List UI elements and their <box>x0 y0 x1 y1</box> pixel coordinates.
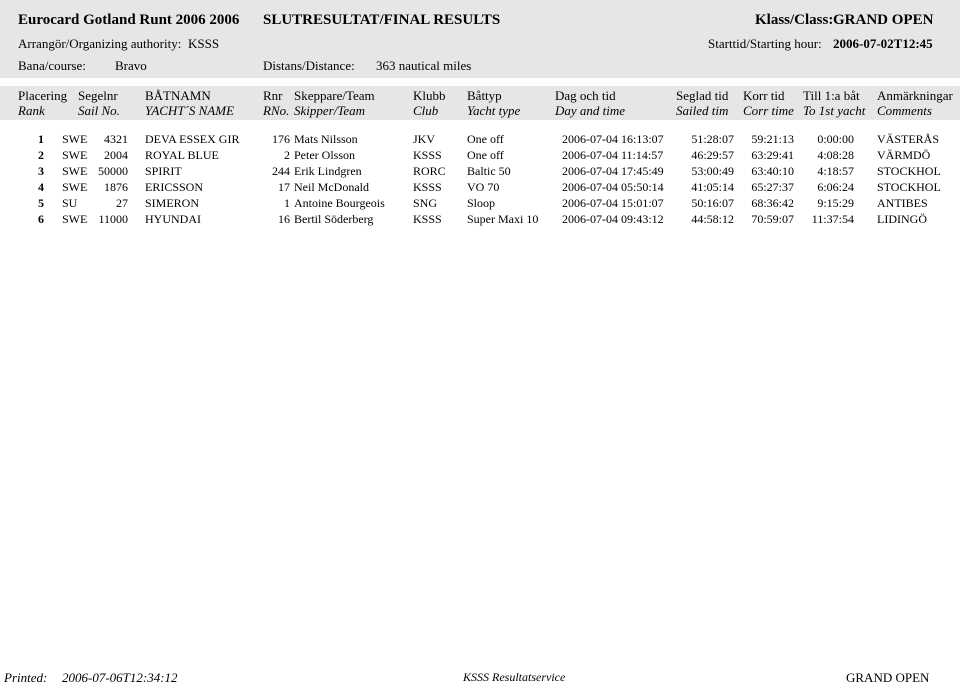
cell-sailno: 11000 <box>98 212 128 226</box>
cell-yacht: ROYAL BLUE <box>145 148 219 162</box>
cell-rno: 176 <box>272 132 290 146</box>
cell-rank: 2 <box>38 148 44 162</box>
col-rno-en: RNo. <box>263 103 290 118</box>
cell-club: KSSS <box>413 148 442 162</box>
cell-rank: 4 <box>38 180 44 194</box>
cell-comments: STOCKHOL <box>877 164 941 178</box>
cell-type: Super Maxi 10 <box>467 212 539 226</box>
cell-rno: 244 <box>272 164 290 178</box>
cell-skipper: Mats Nilsson <box>294 132 358 146</box>
cell-sailno: 1876 <box>104 180 128 194</box>
col-club-en: Club <box>413 103 439 118</box>
cell-sailed: 53:00:49 <box>691 164 734 178</box>
cell-tofirst: 4:08:28 <box>817 148 854 162</box>
col-comments-sv: Anmärkningar <box>877 88 953 103</box>
printed-label: Printed: <box>4 670 48 685</box>
cell-sailed: 41:05:14 <box>691 180 734 194</box>
cell-yacht: DEVA ESSEX GIR <box>145 132 240 146</box>
cell-nation: SWE <box>62 132 88 146</box>
cell-comments: STOCKHOL <box>877 180 941 194</box>
cell-corr: 68:36:42 <box>751 196 794 210</box>
cell-rank: 6 <box>38 212 44 226</box>
cell-skipper: Erik Lindgren <box>294 164 362 178</box>
cell-comments: VÄRMDÖ <box>877 148 931 162</box>
col-sailno-sv: Segelnr <box>78 88 118 103</box>
cell-club: JKV <box>413 132 436 146</box>
cell-tofirst: 0:00:00 <box>817 132 854 146</box>
cell-comments: ANTIBES <box>877 196 928 210</box>
course-value: Bravo <box>115 58 147 73</box>
distance-value: 363 nautical miles <box>376 58 472 73</box>
cell-corr: 63:40:10 <box>751 164 794 178</box>
cell-yacht: SPIRIT <box>145 164 182 178</box>
col-day-sv: Dag och tid <box>555 88 616 103</box>
cell-sailed: 46:29:57 <box>691 148 734 162</box>
col-sailed-en: Sailed tim <box>676 103 729 118</box>
cell-rank: 3 <box>38 164 44 178</box>
cell-daytime: 2006-07-04 11:14:57 <box>562 148 664 162</box>
table-row <box>0 147 960 163</box>
col-type-sv: Båttyp <box>467 88 502 103</box>
col-tofirst-en: To 1st yacht <box>803 103 866 118</box>
cell-rank: 1 <box>38 132 44 146</box>
col-type-en: Yacht type <box>467 103 521 118</box>
cell-sailno: 27 <box>116 196 128 210</box>
cell-daytime: 2006-07-04 16:13:07 <box>562 132 664 146</box>
cell-corr: 63:29:41 <box>751 148 794 162</box>
cell-comments: VÄSTERÅS <box>877 132 940 146</box>
cell-sailno: 4321 <box>104 132 128 146</box>
cell-skipper: Peter Olsson <box>294 148 355 162</box>
cell-rno: 16 <box>278 212 290 226</box>
cell-yacht: ERICSSON <box>145 180 204 194</box>
cell-type: One off <box>467 132 504 146</box>
col-comments-en: Comments <box>877 103 932 118</box>
class-label: Klass/Class: <box>755 12 834 28</box>
col-club-sv: Klubb <box>413 88 446 103</box>
col-skipper-en: Skipper/Team <box>294 103 366 118</box>
class-value: GRAND OPEN <box>833 12 934 28</box>
cell-sailno: 50000 <box>98 164 128 178</box>
printed-value: 2006-07-06T12:34:12 <box>62 670 178 685</box>
cell-daytime: 2006-07-04 05:50:14 <box>562 180 664 194</box>
cell-corr: 59:21:13 <box>751 132 794 146</box>
cell-daytime: 2006-07-04 15:01:07 <box>562 196 664 210</box>
col-tofirst-sv: Till 1:a båt <box>803 88 860 103</box>
col-day-en: Day and time <box>555 103 626 118</box>
cell-club: SNG <box>413 196 438 210</box>
cell-skipper: Antoine Bourgeois <box>294 196 385 210</box>
cell-sailed: 44:58:12 <box>691 212 734 226</box>
col-yacht-sv: BÅTNAMN <box>145 88 211 103</box>
table-row <box>0 163 960 179</box>
col-skipper-sv: Skeppare/Team <box>294 88 375 103</box>
course-label: Bana/course: <box>18 58 86 73</box>
table-row <box>0 131 960 147</box>
table-row <box>0 179 960 195</box>
cell-nation: SWE <box>62 148 88 162</box>
cell-rank: 5 <box>38 196 44 210</box>
cell-type: One off <box>467 148 504 162</box>
cell-sailno: 2004 <box>104 148 128 162</box>
organizer-label: Arrangör/Organizing authority: <box>18 36 182 51</box>
service-name: KSSS Resultatservice <box>463 670 566 684</box>
cell-yacht: SIMERON <box>145 196 200 210</box>
cell-skipper: Bertil Söderberg <box>294 212 374 226</box>
cell-tofirst: 4:18:57 <box>817 164 854 178</box>
cell-club: KSSS <box>413 212 442 226</box>
cell-corr: 65:27:37 <box>751 180 794 194</box>
cell-skipper: Neil McDonald <box>294 180 369 194</box>
event-title: Eurocard Gotland Runt 2006 2006 <box>18 12 240 28</box>
cell-rno: 17 <box>278 180 290 194</box>
cell-type: VO 70 <box>467 180 500 194</box>
cell-tofirst: 6:06:24 <box>817 180 854 194</box>
cell-sailed: 50:16:07 <box>691 196 734 210</box>
col-sailno-en: Sail No. <box>78 103 120 118</box>
cell-nation: SWE <box>62 164 88 178</box>
table-row <box>0 195 960 211</box>
cell-nation: SWE <box>62 212 88 226</box>
col-yacht-en: YACHT´S NAME <box>145 103 235 118</box>
organizer-value: KSSS <box>188 36 220 51</box>
cell-nation: SWE <box>62 180 88 194</box>
distance-label: Distans/Distance: <box>263 58 355 73</box>
cell-rno: 1 <box>284 196 290 210</box>
cell-nation: SU <box>62 196 78 210</box>
cell-type: Baltic 50 <box>467 164 511 178</box>
cell-daytime: 2006-07-04 09:43:12 <box>562 212 664 226</box>
cell-type: Sloop <box>467 196 496 210</box>
cell-tofirst: 9:15:29 <box>817 196 854 210</box>
col-corr-en: Corr time <box>743 103 794 118</box>
cell-sailed: 51:28:07 <box>691 132 734 146</box>
cell-tofirst: 11:37:54 <box>811 212 854 226</box>
start-label: Starttid/Starting hour: <box>708 36 822 51</box>
cell-corr: 70:59:07 <box>751 212 794 226</box>
cell-yacht: HYUNDAI <box>145 212 201 226</box>
cell-rno: 2 <box>284 148 290 162</box>
cell-daytime: 2006-07-04 17:45:49 <box>562 164 664 178</box>
table-row <box>0 211 960 227</box>
start-value: 2006-07-02T12:45 <box>833 36 933 51</box>
col-sailed-sv: Seglad tid <box>676 88 729 103</box>
footer-class: GRAND OPEN <box>846 670 930 685</box>
cell-comments: LIDINGÖ <box>877 212 927 226</box>
col-rno-sv: Rnr <box>263 88 283 103</box>
col-rank-sv: Placering <box>18 88 68 103</box>
col-rank-en: Rank <box>18 103 45 118</box>
cell-club: KSSS <box>413 180 442 194</box>
cell-club: RORC <box>413 164 446 178</box>
col-corr-sv: Korr tid <box>743 88 785 103</box>
results-title: SLUTRESULTAT/FINAL RESULTS <box>263 12 501 28</box>
